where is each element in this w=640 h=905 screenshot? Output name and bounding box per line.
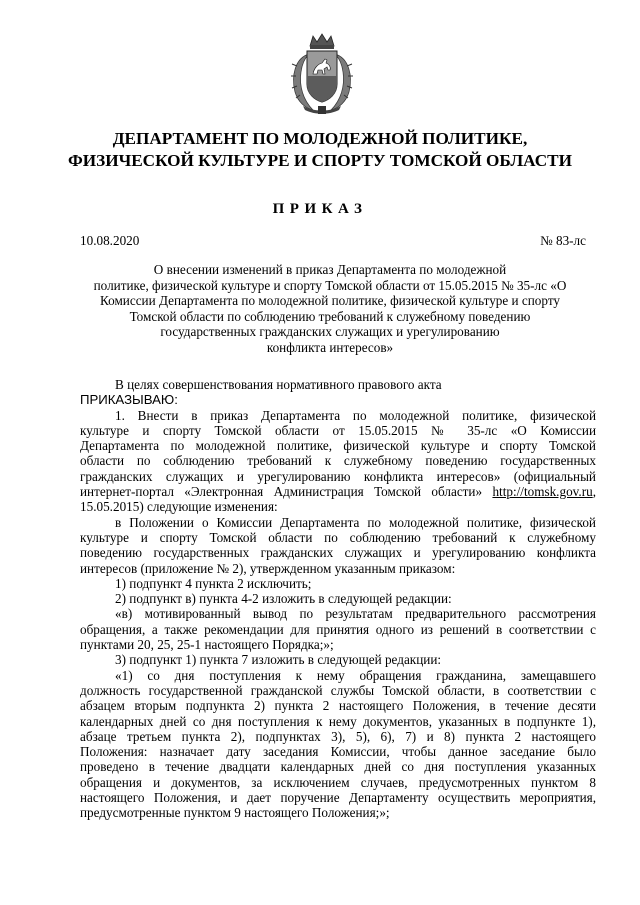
body-line: В целях совершенствования нормативного правового акта <box>115 377 442 392</box>
body-line: должность государственной гражданской службы Томской области, в соответствии с <box>80 682 596 698</box>
body-line: 1) подпункт 4 пункта 2 исключить; <box>115 575 312 591</box>
body-line: настоящего Положения, и дает поручение Департаменту осуществить мероприятия, <box>80 790 596 806</box>
body-line: гражданских служащих и урегулированию конфликта интересов» (официальный <box>80 468 596 484</box>
body-line: абзацем вторым подпункта 2) пункта 2 настоящего Положения, в течение десяти <box>80 698 596 714</box>
department-name-line: ФИЗИЧЕСКОЙ КУЛЬТУРЕ И СПОРТУ ТОМСКОЙ ОБЛАСТИ <box>68 151 572 170</box>
subject-line: О внесении изменений в приказ Департамента по молодежной <box>153 262 507 277</box>
subject-line: Комиссии Департамента по молодежной политике, физической культуре и спорту <box>99 293 561 309</box>
tomsk-coat-of-arms-icon <box>289 32 355 116</box>
body-line: культуре и спорту Томской области по соблюдению требований к служебному <box>80 529 596 545</box>
body-line: 2) подпункт в) пункта 4-2 изложить в следующей редакции: <box>115 591 452 607</box>
body-line <box>80 484 596 499</box>
body-line: абзаце третьем пункта 2), подпунктах 3), 5), 6), 7) и 8) пункта 2 настоящего <box>80 728 596 744</box>
order-date: 10.08.2020 <box>80 233 140 248</box>
body-line: предусмотренные пунктом 9 настоящего Положения;»; <box>80 805 390 821</box>
body-line: обращения и документов, за исключением случаев, предусмотренных пунктом 8 <box>80 774 596 790</box>
document-type-title: ПРИКАЗ <box>272 201 368 217</box>
body-line-order-word: ПРИКАЗЫВАЮ: <box>80 392 178 408</box>
body-line: проведено в течение двадцати календарных дней со дня поступления указанных <box>80 759 596 775</box>
department-name <box>60 128 580 172</box>
body-line: пунктами 20, 25, 25-1 настоящего Порядка;»; <box>80 637 334 653</box>
body-line: 3) подпункт 1) пункта 7 изложить в следующей редакции: <box>115 652 442 668</box>
subject-line: политике, физической культуре и спорту Томской области от 15.05.2015 № 35-лс «О <box>93 277 567 293</box>
subject-line: Томской области по соблюдению требований к служебному поведению <box>129 308 531 324</box>
tomsk-gov-link[interactable]: http://tomsk.gov.ru <box>492 484 593 500</box>
body-line: в Положении о Комиссии Департамента по молодежной политике, физической <box>115 514 596 530</box>
department-name-line: ДЕПАРТАМЕНТ ПО МОЛОДЕЖНОЙ ПОЛИТИКЕ, <box>112 129 528 148</box>
body-line: «в) мотивированный вывод по результатам предварительного рассмотрения <box>115 606 596 622</box>
order-body <box>80 377 596 821</box>
body-line: области по соблюдению требований к служебному поведению государственных <box>80 453 596 469</box>
body-text: интернет-портал «Электронная Администрация Томской области» <box>80 484 493 500</box>
body-line: 15.05.2015) следующие изменения: <box>80 499 278 515</box>
order-number: № 83-лс <box>540 233 586 248</box>
body-line: Департамента по молодежной политике, физической культуре и спорту Томской <box>80 438 596 454</box>
subject-line: конфликта интересов» <box>266 339 394 355</box>
subject-line: государственных гражданских служащих и урегулированию <box>160 324 500 340</box>
body-line: поведению государственных гражданских служащих и урегулированию конфликта <box>80 545 596 561</box>
body-line: Положения: назначает дату заседания Комиссии, чтобы данное заседание было <box>80 744 596 760</box>
body-line: культуре и спорту Томской области от 15.05.2015 № 35-лс «О Комиссии <box>80 422 596 438</box>
order-subject <box>70 262 590 356</box>
body-line: календарных дней со дня поступления к нему документов, указанных в подпункте 1), <box>80 713 596 729</box>
body-line: обращения, а также рекомендации для принятия одного из решений в соответствии с <box>80 621 596 637</box>
body-line: «1) со дня поступления к нему обращения гражданина, замещавшего <box>115 667 596 683</box>
body-line: 1. Внести в приказ Департамента по молодежной политике, физической <box>115 407 596 423</box>
body-line: интересов (приложение № 2), утвержденном указанным приказом: <box>80 560 456 576</box>
body-text: , <box>592 484 596 500</box>
